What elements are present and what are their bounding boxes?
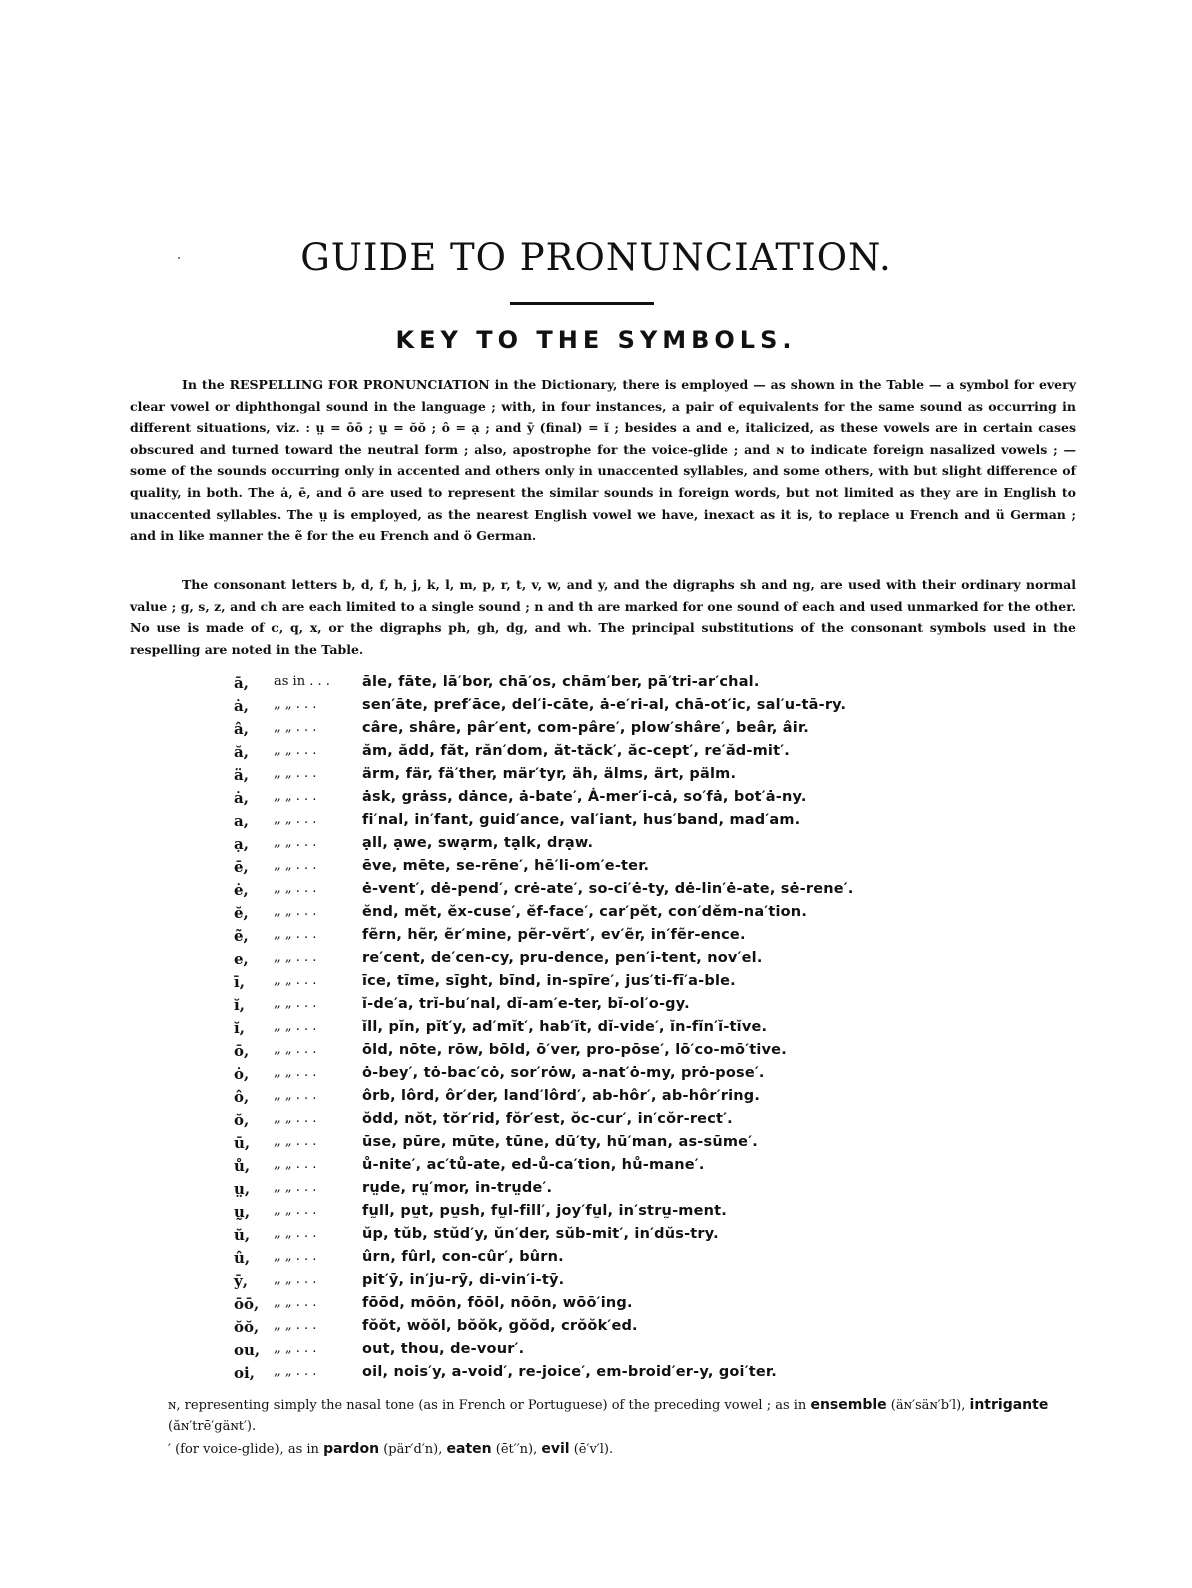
ditto-marker: „ „ . . . — [274, 1019, 317, 1034]
key-table-row — [234, 1088, 1074, 1111]
key-table-row — [234, 927, 1074, 950]
key-table-row — [234, 1042, 1074, 1065]
key-table-row — [234, 812, 1074, 835]
vowel-symbol: ŏŏ, — [234, 1318, 260, 1336]
ditto-marker: „ „ . . . — [274, 996, 317, 1011]
vowel-symbol: ū, — [234, 1134, 251, 1152]
vowel-symbol: ā, — [234, 674, 249, 692]
vowel-symbol: ă, — [234, 743, 249, 761]
ditto-marker: „ „ . . . — [274, 743, 317, 758]
vowel-symbol: ṳ, — [234, 1180, 251, 1198]
example-words: câre, shâre, pâr′ent, com-pâre′, plow′shâre′, beâr, âir. — [362, 720, 809, 736]
vowel-symbol: ů, — [234, 1157, 251, 1175]
vowel-symbol: û, — [234, 1249, 251, 1267]
example-words: ōld, nōte, rōw, bōld, ō′ver, pro-pōse′, lō′co-mō′tive. — [362, 1042, 787, 1058]
example-words: ôrb, lôrd, ôr′der, land′lôrd′, ab-hôr′, ab-hôr′ring. — [362, 1088, 761, 1104]
vowel-symbol: ō, — [234, 1042, 250, 1060]
glide-example-respelling: (pär′d′n), — [383, 1442, 443, 1457]
ditto-marker: „ „ . . . — [274, 1203, 317, 1218]
vowel-symbol: ô, — [234, 1088, 250, 1106]
example-words: āle, fāte, lā′bor, chā′os, chām′ber, pā′tri-ar′chal. — [362, 674, 760, 690]
key-table-row — [234, 1111, 1074, 1134]
ditto-marker: „ „ . . . — [274, 1042, 317, 1057]
key-table-row — [234, 950, 1074, 973]
example-words: ēve, mēte, se-rēne′, hē′li-om′e-ter. — [362, 858, 650, 874]
key-table-row — [234, 1203, 1074, 1226]
key-table-row — [234, 1157, 1074, 1180]
example-words: fŏŏt, wŏŏl, bŏŏk, gŏŏd, crŏŏk′ed. — [362, 1318, 638, 1334]
key-table-row — [234, 789, 1074, 812]
glide-example-word: eaten — [446, 1441, 492, 1457]
key-table-row — [234, 835, 1074, 858]
ditto-marker: „ „ . . . — [274, 858, 317, 873]
ditto-marker: „ „ . . . — [274, 1364, 317, 1379]
vowel-symbol: ou, — [234, 1341, 261, 1359]
glide-example-respelling: (ē′v′l). — [573, 1442, 614, 1457]
key-table-row — [234, 766, 1074, 789]
vowel-symbol: e, — [234, 950, 249, 968]
title-rule — [510, 302, 654, 305]
vowel-symbol: â, — [234, 720, 249, 738]
ditto-marker: „ „ . . . — [274, 1134, 317, 1149]
vowel-symbol: ŭ, — [234, 1226, 251, 1244]
ditto-marker: „ „ . . . — [274, 835, 317, 850]
ditto-marker: „ „ . . . — [274, 1088, 317, 1103]
symbol-key-table — [234, 674, 1074, 1387]
vowel-symbol: ȧ, — [234, 697, 249, 715]
ditto-marker: „ „ . . . — [274, 950, 317, 965]
glide-example-word: pardon — [323, 1441, 380, 1457]
vowel-symbol: ōō, — [234, 1295, 260, 1313]
nasal-example-respelling: (äɴ′säɴ′b′l), — [890, 1398, 966, 1413]
ditto-marker: „ „ . . . — [274, 812, 317, 827]
intro-paragraph-vowels: In the RESPELLING FOR PRONUNCIATION in the Dictionary, there is employed — as shown in the Table — a symbol for every clear vowel or diphthongal sound in the language ; with, in four instances, a pair of equivalents for the same sound as occurring in different situations, viz. : ṳ = ōō ; ṵ = ŏŏ ; ô = ạ ; and ȳ (final) = ĭ ; besides a and e, italicized, as these vowels are in certain cases obscured and turned toward the neutral form ; also, apostrophe for the voice-glide ; and ɴ to indicate foreign nasalized vowels ; — some of the sounds occurring only in accented and others only in unaccented syllables, and some others, with but slight difference of quality, in both. The ȧ, ē, and ō are used to represent the similar sounds in foreign words, but not limited as they are in English to unaccented syllables. The ṳ is employed, as the nearest English vowel we have, inexact as it is, to replace u French and ü German ; and in like manner the ẽ for the eu French and ö German. — [130, 377, 1076, 544]
glide-example-respelling: (ēt′′n), — [495, 1442, 538, 1457]
vowel-symbol: ạ, — [234, 835, 249, 853]
ditto-marker: „ „ . . . — [274, 1318, 317, 1333]
example-words: ĭ-de′a, trĭ-bu′nal, dĭ-am′e-ter, bĭ-ol′o-gy. — [362, 996, 690, 1012]
example-words: ė-vent′, dė-pend′, crė-ate′, so-ci′ė-ty, dė-lin′ė-ate, sė-rene′. — [362, 881, 854, 897]
example-words: ạll, ạwe, swạrm, tạlk, drạw. — [362, 835, 594, 851]
example-words: ĕnd, mĕt, ĕx-cuse′, ĕf-face′, car′pĕt, con′dĕm-na′tion. — [362, 904, 808, 920]
example-words: īce, tīme, sīght, bīnd, in-spīre′, jus′ti-fī′a-ble. — [362, 973, 736, 989]
example-words: ȧsk, grȧss, dȧnce, ȧ-bate′, Ȧ-mer′i-cȧ, so′fȧ, bot′ȧ-ny. — [362, 789, 807, 805]
key-table-row — [234, 1134, 1074, 1157]
key-table-row — [234, 1272, 1074, 1295]
example-words: pit′ȳ, in′ju-rȳ, di-vin′i-tȳ. — [362, 1272, 565, 1288]
vowel-symbol: ä, — [234, 766, 249, 784]
key-table-row — [234, 1249, 1074, 1272]
example-words: rṳde, rṳ′mor, in-trṳde′. — [362, 1180, 553, 1196]
vowel-symbol: ŏ, — [234, 1111, 250, 1129]
voice-glide-note — [168, 1439, 1076, 1460]
example-words: ȯ-bey′, tȯ-bac′cȯ, sor′rȯw, a-nat′ȯ-my, prȯ-pose′. — [362, 1065, 765, 1081]
nasal-note-text: ɴ, representing simply the nasal tone (as in French or Portuguese) of the preceding vowel ; as in — [168, 1398, 807, 1413]
page-title: GUIDE TO PRONUNCIATION. — [300, 236, 892, 279]
key-table-row — [234, 1180, 1074, 1203]
vowel-symbol: ĕ, — [234, 904, 249, 922]
example-words: fi′nal, in′fant, guid′ance, val′iant, hus′band, mad′am. — [362, 812, 801, 828]
vowel-symbol: a, — [234, 812, 249, 830]
vowel-symbol: ṵ, — [234, 1203, 251, 1221]
example-words: fṵll, pṵt, pṵsh, fṵl-fill′, joy′fṵl, in′strṵ-ment. — [362, 1203, 727, 1219]
key-table-row — [234, 1065, 1074, 1088]
nasal-note — [168, 1395, 1076, 1437]
ditto-marker: „ „ . . . — [274, 927, 317, 942]
intro-paragraph-consonants: The consonant letters b, d, f, h, j, k, l, m, p, r, t, v, w, and y, and the digraphs sh and ng, are used with their ordinary normal value ; g, s, z, and ch are each limited to a single sound ; n and th are marked for one sound of each and used unmarked for the other. No use is made of c, q, x, or the digraphs ph, gh, dg, and wh. The principal substitutions of the consonant symbols used in the respelling are noted in the Table. — [130, 577, 1076, 657]
key-table-row — [234, 743, 1074, 766]
example-words: out, thou, de-vour′. — [362, 1341, 525, 1357]
as-in-marker: as in . . . — [274, 674, 330, 689]
ditto-marker: „ „ . . . — [274, 973, 317, 988]
section-subtitle: KEY TO THE SYMBOLS. — [395, 326, 797, 354]
example-words: ūse, pūre, mūte, tūne, dū′ty, hū′man, as-sūme′. — [362, 1134, 758, 1150]
ditto-marker: „ „ . . . — [274, 881, 317, 896]
example-words: fẽrn, hẽr, ẽr′mine, pẽr-vẽrt′, ev′ẽr, in′fẽr-ence. — [362, 927, 746, 943]
ditto-marker: „ „ . . . — [274, 1180, 317, 1195]
vowel-symbol: ẽ, — [234, 927, 249, 945]
nasal-example-word: ensemble — [810, 1397, 887, 1413]
vowel-symbol: ȳ, — [234, 1272, 248, 1290]
example-words: ärm, fär, fä′ther, mär′tyr, äh, älms, ärt, pälm. — [362, 766, 737, 782]
ditto-marker: „ „ . . . — [274, 697, 317, 712]
example-words: ŭp, tŭb, stŭd′y, ŭn′der, sŭb-mit′, in′dŭs-try. — [362, 1226, 719, 1242]
ditto-marker: „ „ . . . — [274, 904, 317, 919]
ditto-marker: „ „ . . . — [274, 766, 317, 781]
example-words: ăm, ădd, făt, răn′dom, ăt-tăck′, ăc-cept′, re′ăd-mit′. — [362, 743, 790, 759]
glide-example-word: evil — [541, 1441, 570, 1457]
nasal-example-word: intrigante — [969, 1397, 1049, 1413]
key-table-row — [234, 1295, 1074, 1318]
key-table-row — [234, 996, 1074, 1019]
key-table-row — [234, 973, 1074, 996]
key-table-row — [234, 904, 1074, 927]
vowel-symbol: ė, — [234, 881, 249, 899]
voice-glide-note-text: ′ (for voice-glide), as in — [168, 1442, 319, 1457]
key-table-row — [234, 1364, 1074, 1387]
ditto-marker: „ „ . . . — [274, 1249, 317, 1264]
key-table-row — [234, 720, 1074, 743]
vowel-symbol: ĭ, — [234, 1019, 245, 1037]
example-words: oil, nois′y, a-void′, re-joice′, em-broid′er-y, goi′ter. — [362, 1364, 777, 1380]
example-words: fōōd, mōōn, fōōl, nōōn, wōō′ing. — [362, 1295, 633, 1311]
key-table-row — [234, 858, 1074, 881]
ditto-marker: „ „ . . . — [274, 1295, 317, 1310]
example-words: ûrn, fûrl, con-cûr′, bûrn. — [362, 1249, 564, 1265]
ditto-marker: „ „ . . . — [274, 1111, 317, 1126]
ditto-marker: „ „ . . . — [274, 1272, 317, 1287]
ditto-marker: „ „ . . . — [274, 789, 317, 804]
ditto-marker: „ „ . . . — [274, 1157, 317, 1172]
example-words: ŏdd, nŏt, tŏr′rid, fŏr′est, ŏc-cur′, in′cŏr-rect′. — [362, 1111, 733, 1127]
example-words: sen′āte, pref′āce, del′i-cāte, ȧ-e′ri-al, chā-ot′ic, sal′u-tā-ry. — [362, 697, 847, 713]
ditto-marker: „ „ . . . — [274, 1065, 317, 1080]
nasal-example-respelling: (ăɴ′trē′gäɴt′). — [168, 1419, 257, 1434]
vowel-symbol: ē, — [234, 858, 249, 876]
vowel-symbol: oi, — [234, 1364, 255, 1382]
ditto-marker: „ „ . . . — [274, 720, 317, 735]
example-words: re′cent, de′cen-cy, pru-dence, pen′i-tent, nov′el. — [362, 950, 763, 966]
vowel-symbol: ĭ, — [234, 996, 245, 1014]
example-words: ĭll, pĭn, pĭt′y, ad′mĭt′, hab′ĭt, dĭ-vide′, ĭn-fĭn′ĭ-tĭve. — [362, 1019, 768, 1035]
ditto-marker: „ „ . . . — [274, 1226, 317, 1241]
key-table-row — [234, 697, 1074, 720]
ditto-marker: „ „ . . . — [274, 1341, 317, 1356]
vowel-symbol: ȯ, — [234, 1065, 250, 1083]
vowel-symbol: ī, — [234, 973, 245, 991]
key-table-row — [234, 1318, 1074, 1341]
key-table-row — [234, 1019, 1074, 1042]
vowel-symbol: ȧ, — [234, 789, 249, 807]
key-table-row — [234, 1341, 1074, 1364]
key-table-row — [234, 1226, 1074, 1249]
key-table-row — [234, 674, 1074, 697]
key-table-row — [234, 881, 1074, 904]
example-words: ů-nite′, ac′tů-ate, ed-ů-ca′tion, hů-mane′. — [362, 1157, 705, 1173]
